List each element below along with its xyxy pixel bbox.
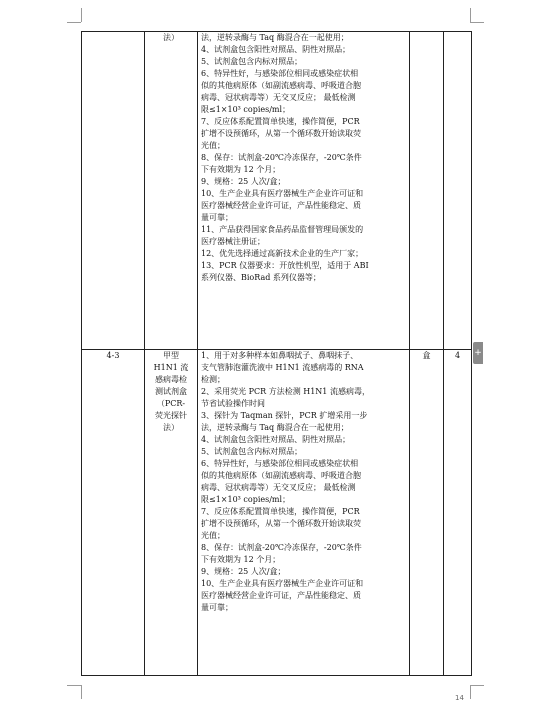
spec-line: 8、保存：试剂盒-20℃冷冻保存，-20℃条件 [201,153,362,162]
spec-line: 10、生产企业具有医疗器械生产企业许可证和 [201,579,364,588]
spec-line: 2、采用荧光 PCR 方法检测 H1N1 流感病毒， [201,387,370,396]
spec-line: 6、特异性好，与感染部位相同或感染症状相 [201,459,359,468]
spec-line: 法，逆转录酶与 Taq 酶混合在一起使用； [201,33,349,42]
crop-mark-bottom-right-h [470,685,484,686]
spec-line: 13、PCR 仪器要求：开放性机型，适用于 ABI [201,261,369,270]
item-unit-cell: 盒 [410,350,444,676]
spec-line: 6、特异性好，与感染部位相同或感染症状相 [201,69,359,78]
item-name-line: 法） [163,423,179,432]
item-number-cell: 4-3 [82,350,145,676]
spec-line: 3、探针为 Taqman 探针，PCR 扩增采用一步 [201,411,368,420]
spec-line: 4、试剂盒包含阳性对照品、阴性对照品； [201,45,351,54]
item-name-line: 甲型 [163,351,179,360]
spec-line: 7、反应体系配置简单快速，操作简便，PCR [201,507,360,516]
spec-line: 扩增不设预循环，从第一个循环数开始读取荧 [201,129,361,138]
item-name-cell [145,32,198,350]
crop-mark-bottom-right-v [470,685,471,699]
item-name-line: 测试剂盒 [155,387,187,396]
crop-mark-bottom-left-v [81,685,82,699]
item-name-line: H1N1 流 [153,363,189,372]
spec-line: 1、用于对多种样本如鼻咽拭子、鼻咽抹子、 [201,351,359,360]
spec-line: 9、规格：25 人次/盒； [201,567,286,576]
spec-line: 法，逆转录酶与 Taq 酶混合在一起使用； [201,423,349,432]
side-expand-tab[interactable]: + [473,342,483,364]
crop-mark-top-right-h [470,22,484,23]
spec-line: 5、试剂盒包含内标对照品； [201,447,303,456]
spec-line: 下有效期为 12 个月； [201,165,281,174]
spec-line: 似的其他病原体（如副流感病毒、呼吸道合胞 [201,81,361,90]
item-name-line: 法） [163,33,179,42]
table-row [82,350,472,676]
spec-line: 病毒、冠状病毒等）无交叉反应； 最低检测 [201,483,356,492]
spec-line: 光值； [201,141,225,150]
spec-line: 检测； [201,375,225,384]
spec-line: 病毒、冠状病毒等）无交叉反应； 最低检测 [201,93,356,102]
item-spec-cell [198,350,410,676]
spec-line: 12、优先选择通过高新技术企业的生产厂家； [201,249,364,258]
spec-line: 5、试剂盒包含内标对照品； [201,57,303,66]
crop-mark-top-right-v [470,8,471,22]
spec-table [81,31,472,676]
spec-line: 医疗器械注册证； [201,237,265,246]
spec-line: 量可靠； [201,603,233,612]
item-number-cell [82,32,145,350]
item-unit-cell [410,32,444,350]
spec-line: 医疗器械经营企业许可证，产品性能稳定、质 [201,201,361,210]
page-number: 14 [455,694,464,702]
spec-line: 限≤1×10³ copies/ml； [201,105,291,114]
crop-mark-top-left-v [81,8,82,22]
spec-line: 10、生产企业具有医疗器械生产企业许可证和 [201,189,364,198]
spec-line: 4、试剂盒包含阳性对照品、阴性对照品； [201,435,351,444]
spec-line: 下有效期为 12 个月； [201,555,281,564]
spec-line: 扩增不设预循环，从第一个循环数开始读取荧 [201,519,361,528]
item-spec-cell [198,32,410,350]
spec-line: 似的其他病原体（如副流感病毒、呼吸道合胞 [201,471,361,480]
table-row [82,32,472,350]
item-name-line: 感病毒检 [155,375,187,384]
crop-mark-bottom-left-h [67,685,81,686]
item-name-line: 荧光探针 [155,411,187,420]
spec-line: 11、产品获得国家食品药品监督管理局颁发的 [201,225,364,234]
item-name-cell [145,350,198,676]
crop-mark-top-left-h [67,22,81,23]
spec-line: 光值； [201,531,225,540]
spec-line: 9、规格：25 人次/盒； [201,177,286,186]
spec-line: 限≤1×10³ copies/ml； [201,495,291,504]
spec-line: 支气管肺泡灌洗液中 H1N1 流感病毒的 RNA [201,363,364,372]
spec-line: 节省试验操作时间 [201,399,265,408]
spec-line: 8、保存：试剂盒-20℃冷冻保存，-20℃条件 [201,543,362,552]
spec-line: 医疗器械经营企业许可证，产品性能稳定、质 [201,591,361,600]
spec-line: 量可靠； [201,213,233,222]
spec-line: 7、反应体系配置简单快速，操作简便，PCR [201,117,360,126]
item-name-line: （PCR- [156,399,186,408]
item-qty-cell [444,32,472,350]
spec-line: 系列仪器、BioRad 系列仪器等； [201,273,321,282]
item-qty-cell: 4 [444,350,472,676]
